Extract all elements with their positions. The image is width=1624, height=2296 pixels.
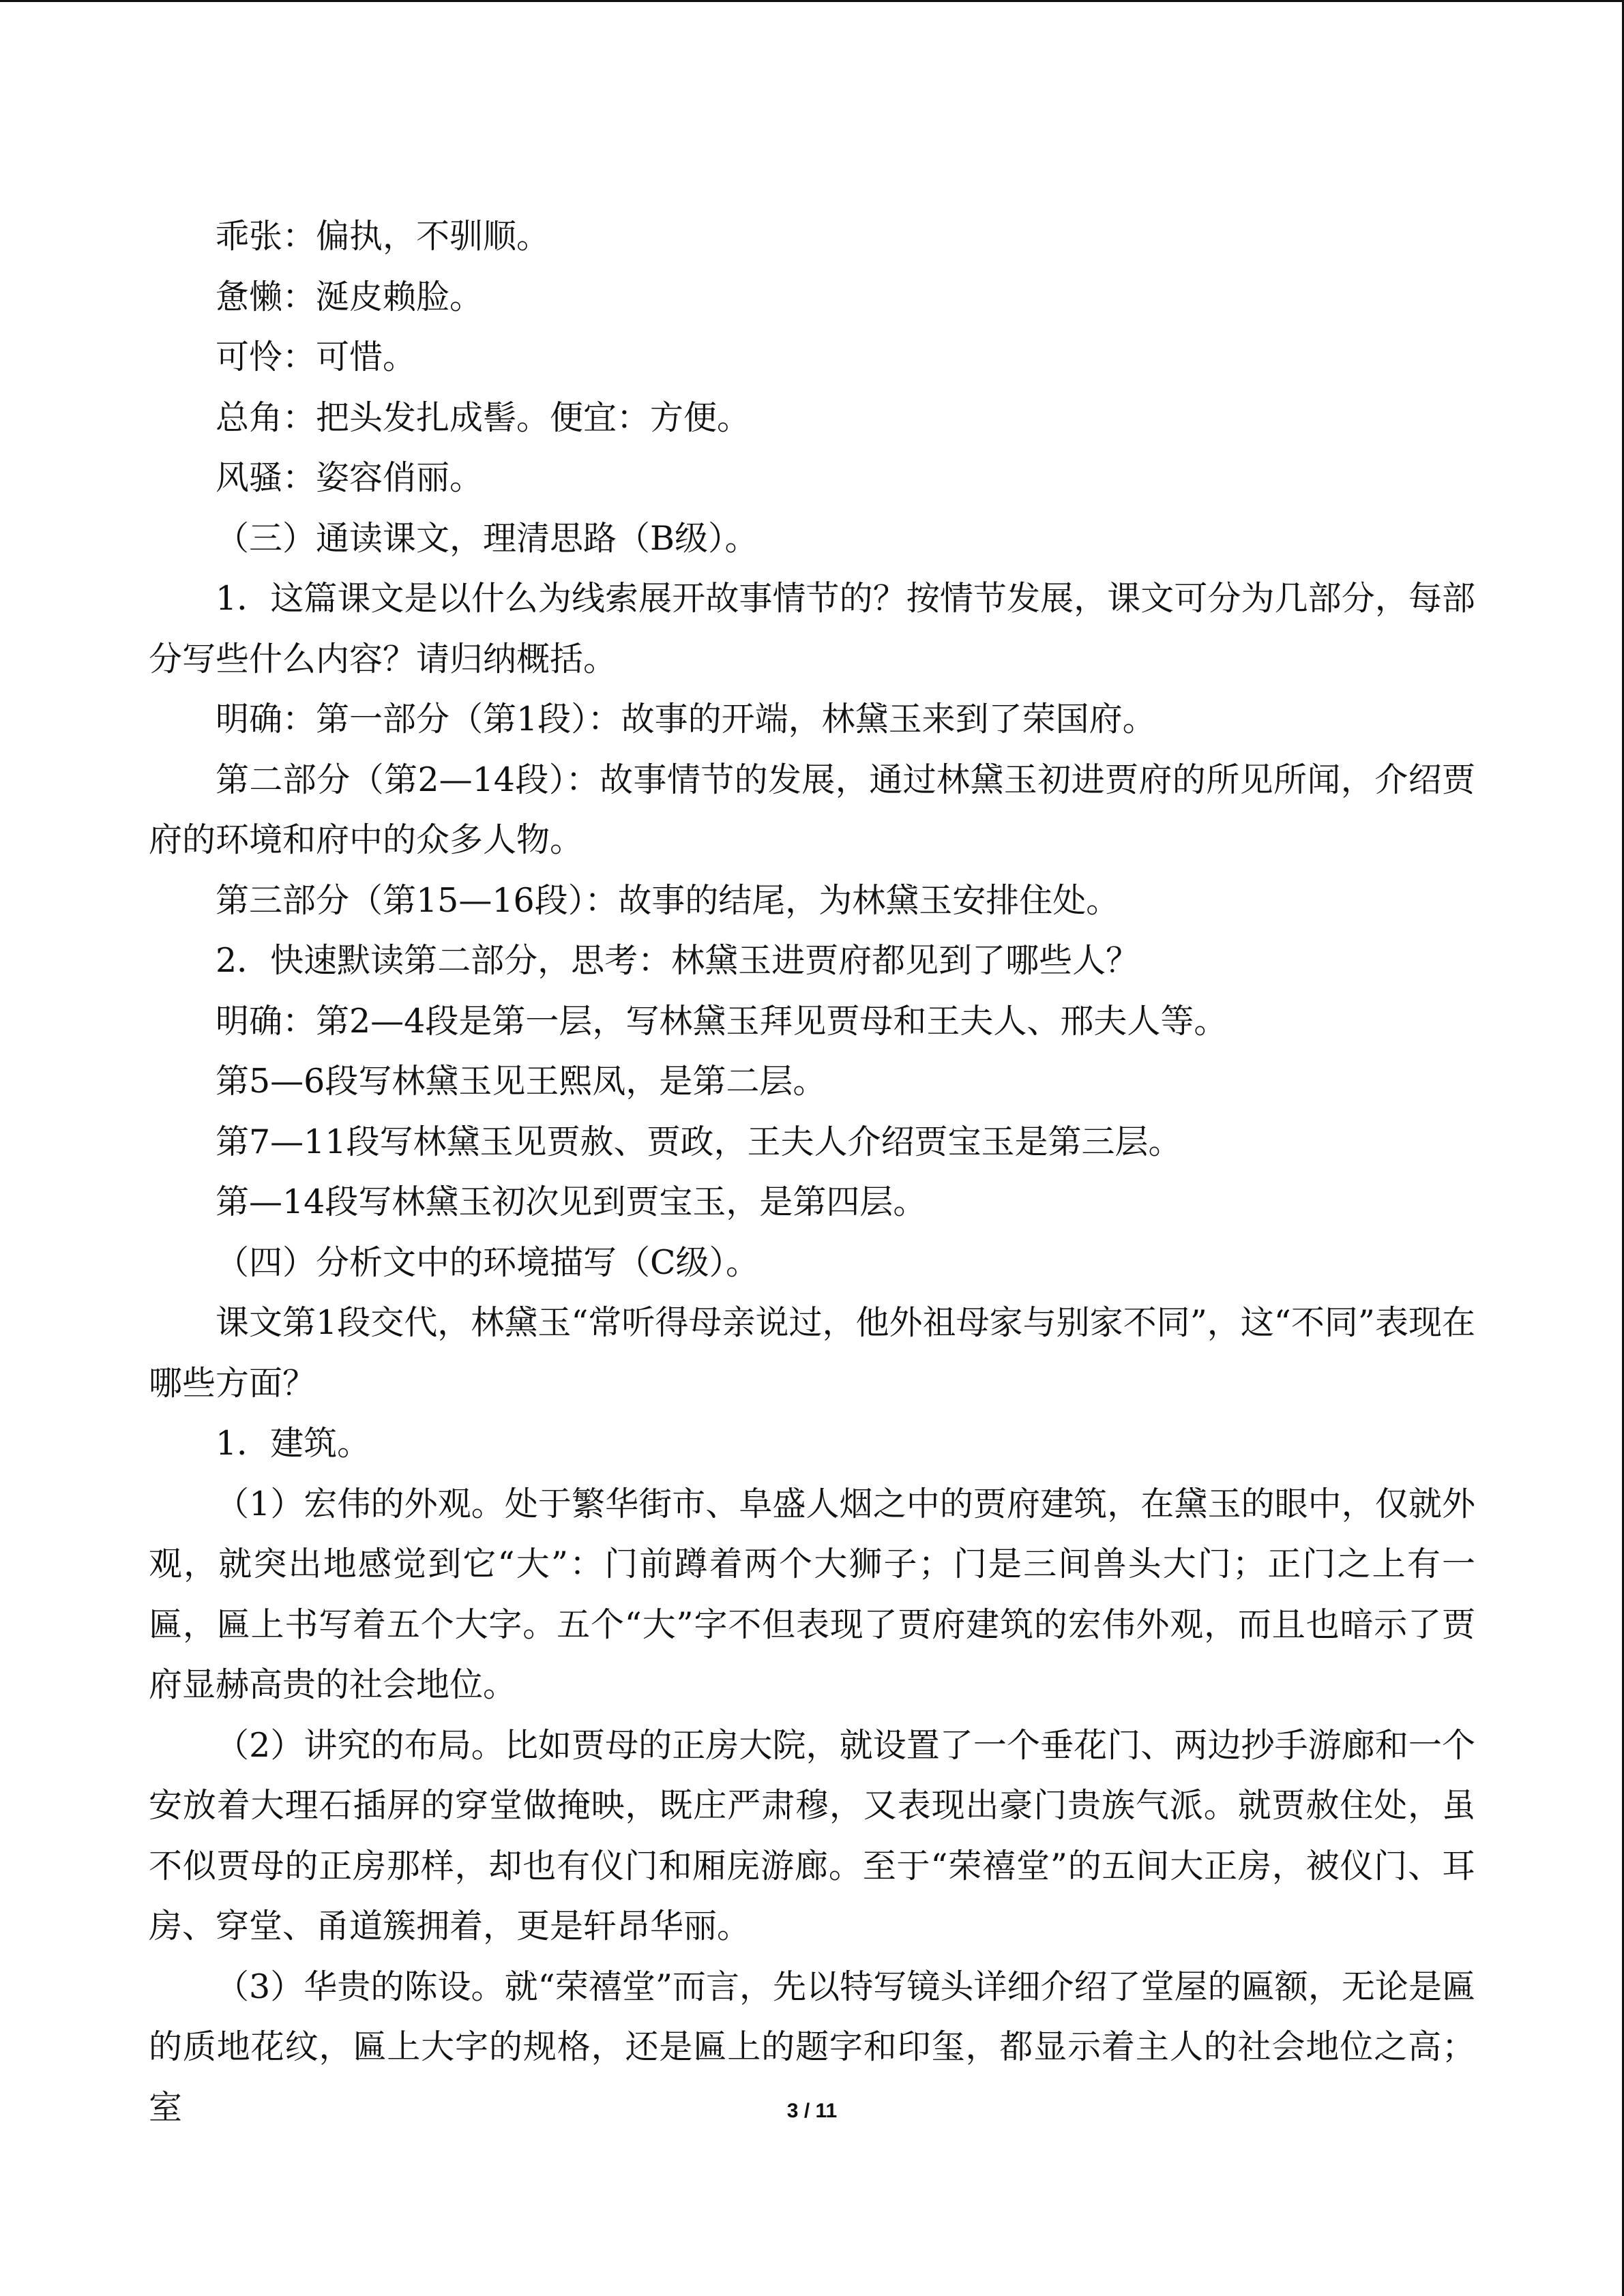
section-heading-3: （三）通读课文，理清思路（B级）。 (216, 518, 758, 558)
answer-layer-1: 明确：第2—4段是第一层，写林黛玉拜见贾母和王夫人、邢夫人等。 (216, 1001, 1228, 1041)
definition-zongjiao: 总角：把头发扎成髻。便宜：方便。 (216, 398, 751, 437)
section-heading-4: （四）分析文中的环境描写（C级）。 (216, 1242, 759, 1282)
point-layout: （2）讲究的布局。比如贾母的正房大院，就设置了一个垂花门、两边抄手游廊和一个安放着大理石插屏的穿堂做掩映，既庄严肃穆，又表现出豪门贵族气派。就贾赦住处，虽不似贾母的正房那样，却也有仪门和厢庑游廊。至于“荣禧堂”的五间大正房，被仪门、耳房、穿堂、甬道簇拥着，更是轩昂华丽。 (149, 1725, 1475, 1945)
definition-fengsao: 风骚：姿容俏丽。 (216, 458, 484, 497)
answer-layer-3: 第7—11段写林黛玉见贾赦、贾政，王夫人介绍贾宝玉是第三层。 (216, 1122, 1182, 1161)
answer-layer-2: 第5—6段写林黛玉见王熙凤，是第二层。 (216, 1062, 827, 1101)
body-text (149, 207, 1475, 2138)
answer-layer-4: 第—14段写林黛玉初次见到贾宝玉，是第四层。 (216, 1182, 927, 1221)
answer-part-1: 明确：第一部分（第1段）：故事的开端，林黛玉来到了荣国府。 (216, 700, 1156, 739)
question-2: 2．快速默读第二部分，思考：林黛玉进贾府都见到了哪些人？ (216, 941, 1140, 980)
page-number: 3 / 11 (786, 2100, 838, 2122)
question-1: 1．这篇课文是以什么为线索展开故事情节的？按情节发展，课文可分为几部分，每部分写些什么内容？请归纳概括。 (149, 579, 1475, 679)
definition-guaizhang: 乖张：偏执，不驯顺。 (216, 217, 550, 256)
point-exterior: （1）宏伟的外观。处于繁华街市、阜盛人烟之中的贾府建筑，在黛玉的眼中，仅就外观，就突出地感觉到它“大”：门前蹲着两个大狮子；门是三间兽头大门；正门之上有一匾，匾上书写着五个大字。五个“大”字不但表现了贾府建筑的宏伟外观，而且也暗示了贾府显赫高贵的社会地位。 (149, 1484, 1475, 1704)
definition-kelian: 可怜：可惜。 (216, 338, 417, 376)
definition-beilan: 惫懒：涎皮赖脸。 (216, 277, 484, 316)
point-furnishings: （3）华贵的陈设。就“荣禧堂”而言，先以特写镜头详细介绍了堂屋的匾额，无论是匾的质地花纹，匾上大字的规格，还是匾上的题字和印玺，都显示着主人的社会地位之高；室 (149, 1967, 1475, 2127)
answer-part-2: 第二部分（第2—14段）：故事情节的发展，通过林黛玉初进贾府的所见所闻，介绍贾府的环境和府中的众多人物。 (149, 760, 1475, 859)
subheading-architecture: 1．建筑。 (216, 1424, 371, 1463)
environment-question: 课文第1段交代，林黛玉“常听得母亲说过，他外祖母家与别家不同”，这“不同”表现在哪些方面？ (149, 1303, 1475, 1403)
answer-part-3: 第三部分（第15—16段）：故事的结尾，为林黛玉安排住处。 (216, 880, 1120, 920)
